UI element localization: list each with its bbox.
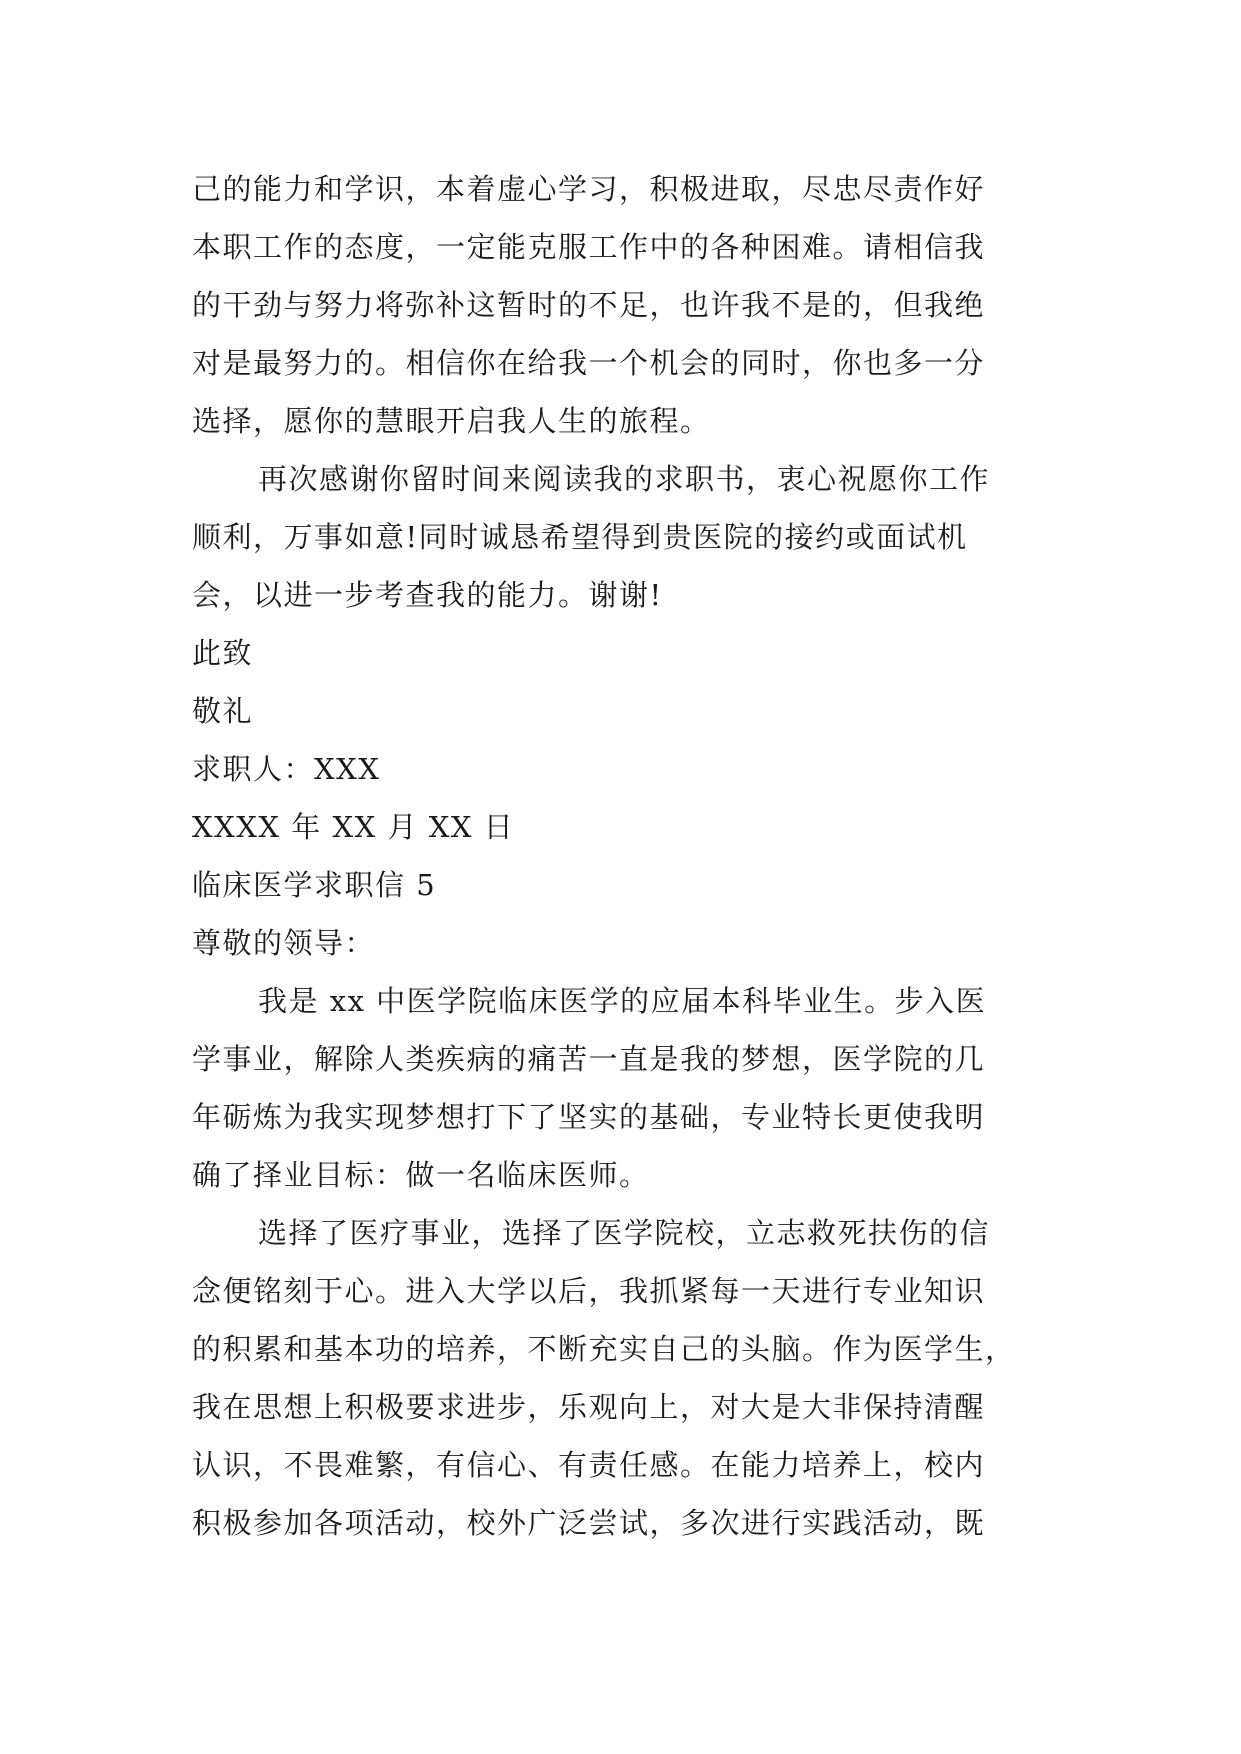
signature-line: 求职人：XXX (192, 752, 381, 786)
text-line: 积极参加各项活动，校外广泛尝试，多次进行实践活动，既 (192, 1506, 986, 1540)
paragraph-first-line: 选择了医疗事业，选择了医学院校，立志救死扶伤的信 (258, 1216, 991, 1250)
text-line: 会，以进一步考查我的能力。谢谢! (192, 578, 663, 612)
text-line: 选择，愿你的慧眼开启我人生的旅程。 (192, 404, 711, 438)
date-line: XXXX 年 XX 月 XX 日 (192, 810, 515, 844)
text-line: 己的能力和学识，本着虚心学习，积极进取，尽忠尽责作好 (192, 172, 986, 206)
text-line: 学事业，解除人类疾病的痛苦一直是我的梦想，医学院的几 (192, 1042, 986, 1076)
greeting-line: 尊敬的领导： (192, 926, 376, 960)
text-line: 念便铭刻于心。进入大学以后，我抓紧每一天进行专业知识 (192, 1274, 986, 1308)
salutation-line: 敬礼 (192, 694, 254, 728)
text-line: 顺利，万事如意!同时诚恳希望得到贵医院的接约或面试机 (192, 520, 968, 554)
text-line: 本职工作的态度，一定能克服工作中的各种困难。请相信我 (192, 230, 986, 264)
closing-line: 此致 (192, 636, 254, 670)
paragraph-first-line: 我是 xx 中医学院临床医学的应届本科毕业生。步入医 (258, 984, 987, 1018)
text-line: 的干劲与努力将弥补这暂时的不足，也许我不是的，但我绝 (192, 288, 986, 322)
document-page (192, 160, 1052, 1552)
text-line: 确了择业目标：做一名临床医师。 (192, 1158, 650, 1192)
text-line: 的积累和基本功的培养，不断充实自己的头脑。作为医学生， (192, 1332, 1016, 1366)
section-title: 临床医学求职信 5 (192, 868, 437, 902)
text-line: 对是最努力的。相信你在给我一个机会的同时，你也多一分 (192, 346, 986, 380)
text-line: 认识，不畏难繁，有信心、有责任感。在能力培养上，校内 (192, 1448, 986, 1482)
text-line: 我在思想上积极要求进步，乐观向上，对大是大非保持清醒 (192, 1390, 986, 1424)
paragraph-first-line: 再次感谢你留时间来阅读我的求职书，衷心祝愿你工作 (258, 462, 991, 496)
text-line: 年砺炼为我实现梦想打下了坚实的基础，专业特长更使我明 (192, 1100, 986, 1134)
